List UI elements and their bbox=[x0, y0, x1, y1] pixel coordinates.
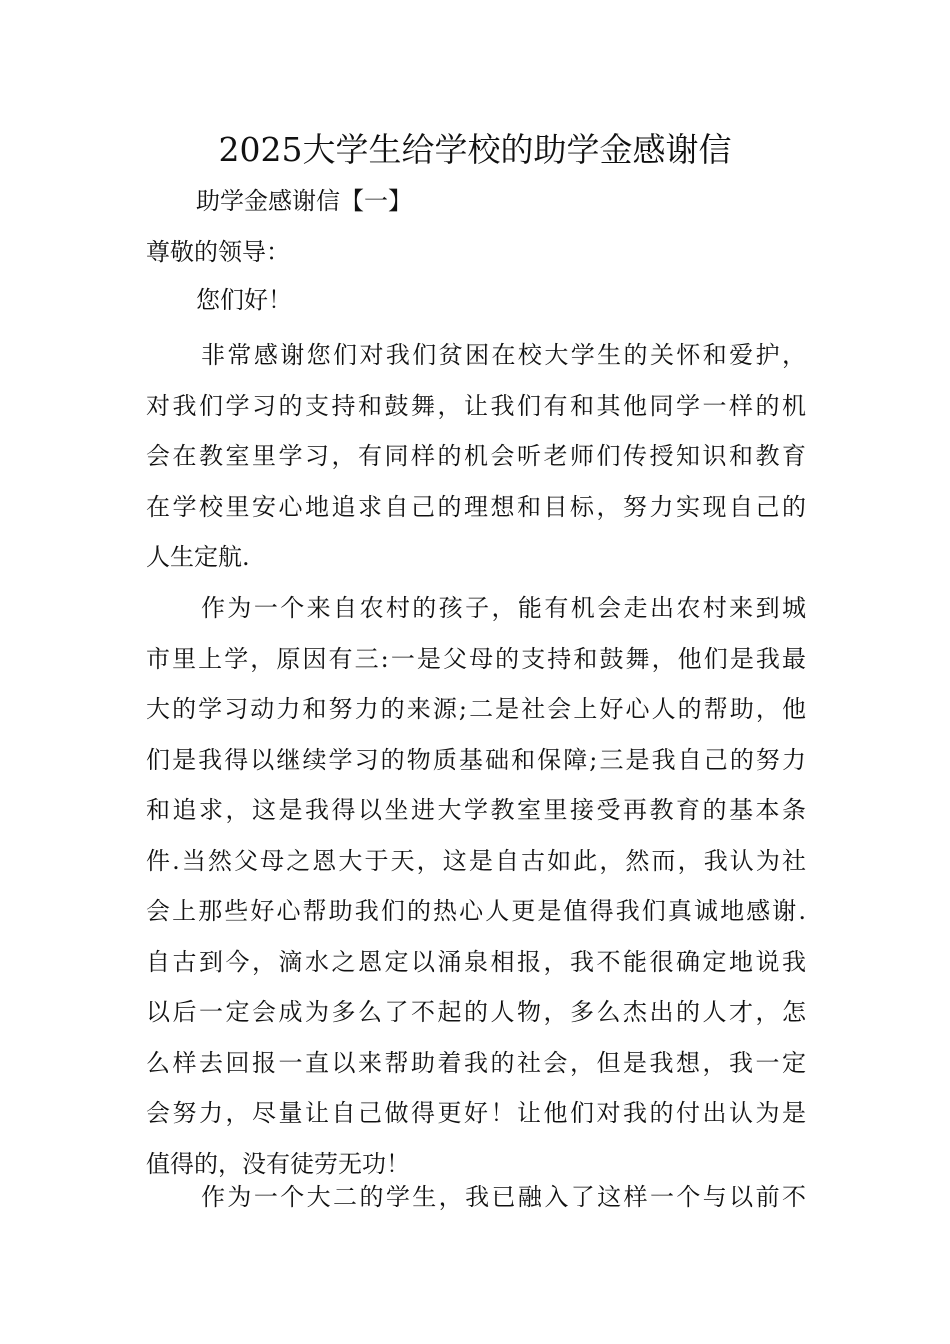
paragraph-line: 以后一定会成为多么了不起的人物，多么杰出的人才，怎 bbox=[146, 998, 806, 1026]
paragraph-line: 和追求，这是我得以坐进大学教室里接受再教育的基本条 bbox=[146, 796, 806, 824]
paragraph-line: 值得的，没有徒劳无功！ bbox=[146, 1149, 410, 1178]
paragraph-line: 对我们学习的支持和鼓舞，让我们有和其他同学一样的机 bbox=[146, 391, 806, 420]
paragraph-line: 会努力，尽量让自己做得更好！让他们对我的付出认为是 bbox=[146, 1099, 806, 1127]
paragraph-line: 市里上学，原因有三:一是父母的支持和鼓舞，他们是我最 bbox=[146, 644, 806, 673]
paragraph-line: 人生定航. bbox=[146, 543, 250, 571]
paragraph-line: 作为一个大二的学生，我已融入了这样一个与以前不 bbox=[201, 1183, 806, 1211]
greeting: 您们好！ bbox=[196, 286, 292, 314]
paragraph-line: 们是我得以继续学习的物质基础和保障;三是我自己的努力 bbox=[146, 745, 806, 774]
salutation: 尊敬的领导： bbox=[146, 238, 290, 266]
paragraph-line: 件.当然父母之恩大于天，这是自古如此，然而，我认为社 bbox=[146, 846, 806, 875]
paragraph-line: 作为一个来自农村的孩子，能有机会走出农村来到城 bbox=[201, 594, 806, 622]
paragraph-1 bbox=[146, 330, 806, 583]
paragraph-line: 么样去回报一直以来帮助着我的社会，但是我想，我一定 bbox=[146, 1048, 806, 1077]
paragraph-line: 会在教室里学习，有同样的机会听老师们传授知识和教育 bbox=[146, 442, 806, 470]
paragraph-line: 在学校里安心地追求自己的理想和目标，努力实现自己的 bbox=[146, 492, 806, 521]
document-subtitle: 助学金感谢信【一】 bbox=[196, 187, 412, 215]
paragraph-2 bbox=[146, 583, 806, 1189]
paragraph-line: 非常感谢您们对我们贫困在校大学生的关怀和爱护， bbox=[201, 341, 806, 369]
paragraph-3 bbox=[146, 1172, 806, 1223]
paragraph-line: 大的学习动力和努力的来源;二是社会上好心人的帮助，他 bbox=[146, 695, 806, 723]
paragraph-line: 会上那些好心帮助我们的热心人更是值得我们真诚地感谢. bbox=[146, 897, 806, 925]
paragraph-line: 自古到今，滴水之恩定以涌泉相报，我不能很确定地说我 bbox=[146, 947, 806, 976]
document-title: 2025大学生给学校的助学金感谢信 bbox=[218, 130, 732, 169]
